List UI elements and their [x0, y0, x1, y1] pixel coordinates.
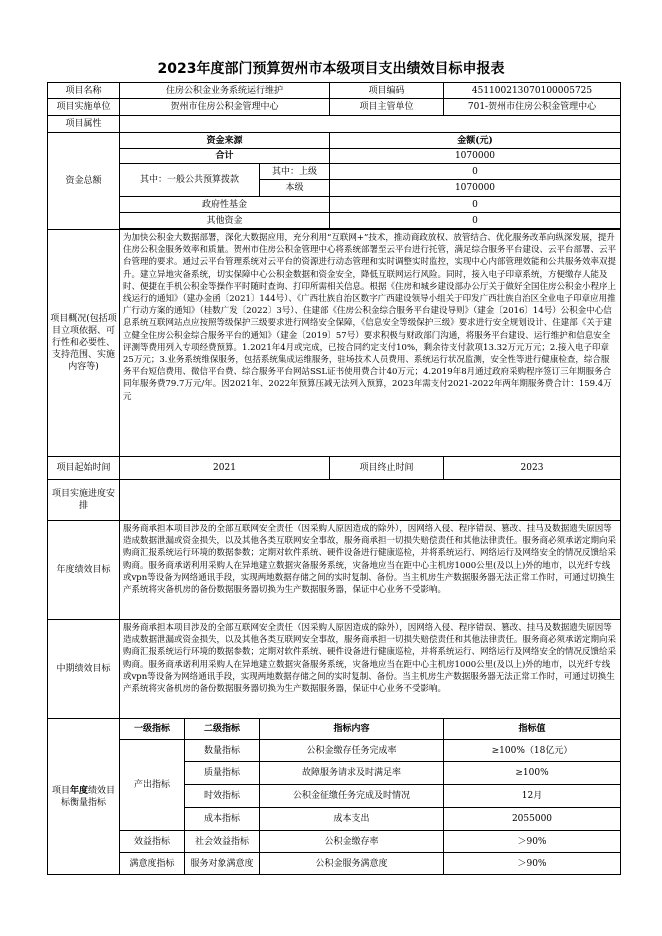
output-indicator-label: 产出指标	[120, 740, 185, 831]
indicator-value: ≥100%（18亿元）	[444, 740, 621, 762]
indicator-level2: 成本指标	[185, 808, 260, 831]
funding-total-label: 合计	[120, 149, 330, 164]
indicator-row	[48, 853, 621, 875]
funding-superior-label: 其中：上级	[260, 164, 330, 180]
end-time-value: 2023	[444, 457, 621, 480]
indicator-level2: 社会效益指标	[185, 831, 260, 853]
period-row	[48, 457, 621, 480]
midterm-goal-row	[48, 620, 621, 719]
schedule-value	[120, 480, 621, 521]
funding-header-row	[48, 133, 621, 149]
project-unit-row	[48, 99, 621, 116]
funding-superior-row	[48, 164, 621, 180]
indicator-label-pre: 项目	[51, 785, 70, 796]
indicator-level2: 服务对象满意度	[185, 853, 260, 875]
funding-section-label: 资金总额	[48, 133, 120, 230]
project-name-row	[48, 83, 621, 99]
impl-unit-value: 贺州市住房公积金管理中心	[120, 99, 330, 116]
satisfaction-indicator-label: 满意度指标	[120, 853, 185, 875]
indicator-content: 公积金缴存任务完成率	[260, 740, 444, 762]
indicator-value: 2055000	[444, 808, 621, 831]
funding-superior-value: 0	[330, 164, 621, 180]
indicator-value: ＞90%	[444, 853, 621, 875]
funding-total-value: 1070000	[330, 149, 621, 164]
midterm-goal-label: 中期绩效目标	[48, 620, 120, 719]
annual-goal-label: 年度绩效目标	[48, 521, 120, 620]
level2-header: 二级指标	[185, 719, 260, 740]
funding-other-row	[48, 213, 621, 229]
overview-text: 为加快公积金大数据部署，深化大数据应用，充分利用“互联网+”技术，推动商政放权、放管结合、优化服务改革向纵深发展，提升住房公积金服务效率和质量。贺州市住房公积金管理中心将系统部署至云平台进行托管，满足综合服务平台建设、云平台部署、云平台管理的要求。通过云平台管理系统对云平台的资源进行动态管理和实时调整实时监控，实现中心内部管理效能和公共服务效率双提升。建立异地灾备系统，切实保障中心公积金数据和资金安全，降低互联网运行风险。同时，接入电子印章系统，方便缴存人能及时、便捷在手机公积金等操作平时随时查询、打印所需相关信息。根据《住房和城乡建设部办公厅关于做好全国住房公积金小程序上线运行的通知》（建办金函〔2021〕144号）、《广西壮族自治区数字广西建设领导小组关于印发广西壮族自治区全业电子印章应用推广行动方案的通知》（桂数广发〔2022〕3号）、住建部《住房公积金综合服务平台建设导则》（建金〔2016〕14号）公积金中心信息系统互联网站点应按照等级保护三级要求进行网络安全保障，《信息安全等级保护三级》要求进行安全规划设计、住建部《关于建立健全住房公积金综合服务平台的通知》（建金〔2019〕57号）要求积极与财政部门沟通，将服务平台建设、运行维护和信息安全评测等费用列入专项经费预算。1.2021年4月或完成，已按合同约定支付10%，剩余待支付款项13.32万元万元；2.接入电子印章25万元；3.业务系统维保服务，包括系统集成运维服务，驻场技术人员费用、系统运行状况监测，安全性等进行健康检查，综合服务平台短信费用、微信平台费、综合服务平台网站SSL证书使用费合计40万元；4.2019年8月通过政府采购程序签订三年期服务合同年服务费79.7万元/年。因2021年、2022年预算压减无法列入预算，2023年需支付2021-2022年两年期服务费合计：159.4万元	[120, 230, 621, 457]
project-name-value: 住房公积金业务系统运行维护	[120, 83, 330, 99]
annual-goal-text: 服务商承担本项目涉及的全部互联网安全责任（因采购人原因造成的除外），因网络入侵、程序错误、篡改、挂马及数据遗失原因等造成数据泄漏或资金损失，以及其他各类互联网安全事故，服务商承担一切损失赔偿责任和其他法律责任。服务商必须承诺定期向采购商汇报系统运行环境的数据参数；定期对软件系统、硬件设备进行健康巡检，并将系统运行、网络运行及网络安全的情况反馈给采购商。服务商承诺利用采购人在异地建立数据灾备服务系统，灾备地应当在距中心主机房1000公里(及以上)外的地市，以光纤专线或vpn等设备为网络通讯手段，实现两地数据存储之间的实时复制、备份。当主机房生产数据服务器无法正常工作时，可通过切换生产系统将灾备机房的备份数据服务器切换为生产数据服务器，保证中心业务不受影响。	[120, 521, 621, 620]
indicator-row	[48, 831, 621, 853]
project-code-value: 451100213070100005725	[444, 83, 621, 99]
value-header: 指标值	[444, 719, 621, 740]
schedule-label: 项目实施进度安排	[48, 480, 120, 521]
overview-label: 项目概况(包括项目立项依据、可行性和必要性、支持范围、实施内容等)	[48, 230, 120, 457]
indicator-content: 公积金征缴任务完成及时情况	[260, 785, 444, 808]
indicator-value: ≥100%	[444, 762, 621, 785]
funding-local-label: 本级	[260, 180, 330, 197]
funding-local-value: 1070000	[330, 180, 621, 197]
annual-goal-row	[48, 521, 621, 620]
indicator-section-label	[48, 719, 120, 875]
indicator-value: ＞90%	[444, 831, 621, 853]
start-time-label: 项目起始时间	[48, 457, 120, 480]
indicator-content: 成本支出	[260, 808, 444, 831]
funding-govfund-value: 0	[330, 197, 621, 213]
benefit-indicator-label: 效益指标	[120, 831, 185, 853]
project-attr-label: 项目属性	[48, 116, 120, 133]
indicator-row	[48, 740, 621, 762]
level1-header: 一级指标	[120, 719, 185, 740]
midterm-goal-text: 服务商承担本项目涉及的全部互联网安全责任（因采购人原因造成的除外），因网络入侵、程序错误、篡改、挂马及数据遗失原因等造成数据泄漏或资金损失，以及其他各类互联网安全事故，服务商承担一切损失赔偿责任和其他法律责任。服务商必须承诺定期向采购商汇报系统运行环境的数据参数；定期对软件系统、硬件设备进行健康巡检，并将系统运行、网络运行及网络安全的情况反馈给采购商。服务商承诺利用采购人在异地建立数据灾备服务系统，灾备地应当在距中心主机房1000公里(及以上)外的地市，以光纤专线或vpn等设备为网络通讯手段，实现两地数据存储之间的实时复制、备份。当主机房生产数据服务器无法正常工作时，可通过切换生产系统将灾备机房的备份数据服务器切换为生产数据服务器，保证中心业务不受影响。	[120, 620, 621, 719]
performance-target-form	[47, 82, 621, 875]
project-name-label: 项目名称	[48, 83, 120, 99]
indicator-content: 公积金缴存率	[260, 831, 444, 853]
project-attr-row	[48, 116, 621, 133]
indicator-level2: 时效指标	[185, 785, 260, 808]
indicator-level2: 数量指标	[185, 740, 260, 762]
schedule-row	[48, 480, 621, 521]
indicator-content: 故障服务请求及时满足率	[260, 762, 444, 785]
supervisor-value: 701-贺州市住房公积金管理中心	[444, 99, 621, 116]
funding-amount-header: 金额(元)	[330, 133, 621, 149]
funding-other-value: 0	[330, 213, 621, 229]
overview-row	[48, 230, 621, 457]
funding-other-label: 其他资金	[120, 213, 330, 229]
supervisor-label: 项目主管单位	[330, 99, 444, 116]
funding-govfund-label: 政府性基金	[120, 197, 330, 213]
funding-total-row	[48, 149, 621, 164]
impl-unit-label: 项目实施单位	[48, 99, 120, 116]
indicator-level2: 质量指标	[185, 762, 260, 785]
project-code-label: 项目编码	[330, 83, 444, 99]
end-time-label: 项目终止时间	[330, 457, 444, 480]
funding-general-label: 其中：一般公共预算拨款	[120, 164, 260, 197]
funding-govfund-row	[48, 197, 621, 213]
indicator-content: 公积金服务满意度	[260, 853, 444, 875]
indicator-label-post: 绩效目标衡量指标	[60, 785, 116, 808]
content-header: 指标内容	[260, 719, 444, 740]
page-title: 2023年度部门预算贺州市本级项目支出绩效目标申报表	[157, 61, 505, 77]
indicator-label-year: 年度	[69, 785, 88, 796]
funding-source-header: 资金来源	[120, 133, 330, 149]
project-attr-value	[120, 116, 621, 133]
indicator-header-row	[48, 719, 621, 740]
start-time-value: 2021	[120, 457, 330, 480]
indicator-value: 12月	[444, 785, 621, 808]
